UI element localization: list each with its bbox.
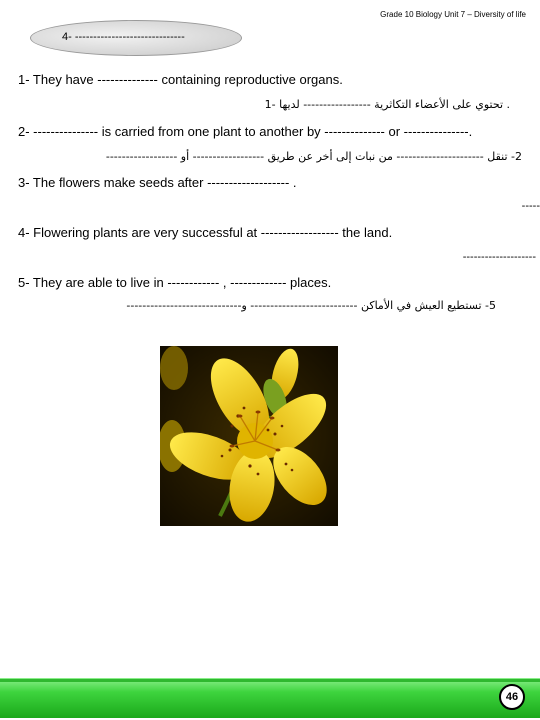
question-5-en: 5- They are able to live in ------------ , ------------- places. xyxy=(18,275,332,290)
question-2-ar: 2- تنقل ---------------------- من نبات إلى أخر عن طريق ------------------ أو ------------------ xyxy=(105,150,522,163)
yellow-lily-flowers-photo xyxy=(160,346,338,526)
question-3-trail: ----- xyxy=(521,200,540,212)
page-number: 46 xyxy=(499,684,525,710)
question-1-ar: . تحتوي على الأعضاء التكاثرية ----------------- لديها -1 xyxy=(264,98,510,111)
section-label: 4- ------------------------------ xyxy=(62,31,185,43)
question-2-en: 2- --------------- is carried from one plant to another by -------------- or ---------------. xyxy=(18,124,473,139)
question-3-en: 3- The flowers make seeds after ------------------- . xyxy=(18,175,297,190)
header-title: Grade 10 Biology Unit 7 – Diversity of life xyxy=(380,10,526,19)
question-4-en: 4- Flowering plants are very successful at ------------------ the land. xyxy=(18,225,393,240)
question-4-trail: -------------------- xyxy=(462,251,536,263)
footer-bar-edge xyxy=(0,679,540,682)
footer-bar xyxy=(0,678,540,718)
question-5-ar: 5- تستطيع العيش في الأماكن --------------------------- و----------------------------- xyxy=(126,299,496,312)
question-1-en: 1- They have -------------- containing reproductive organs. xyxy=(18,72,343,87)
